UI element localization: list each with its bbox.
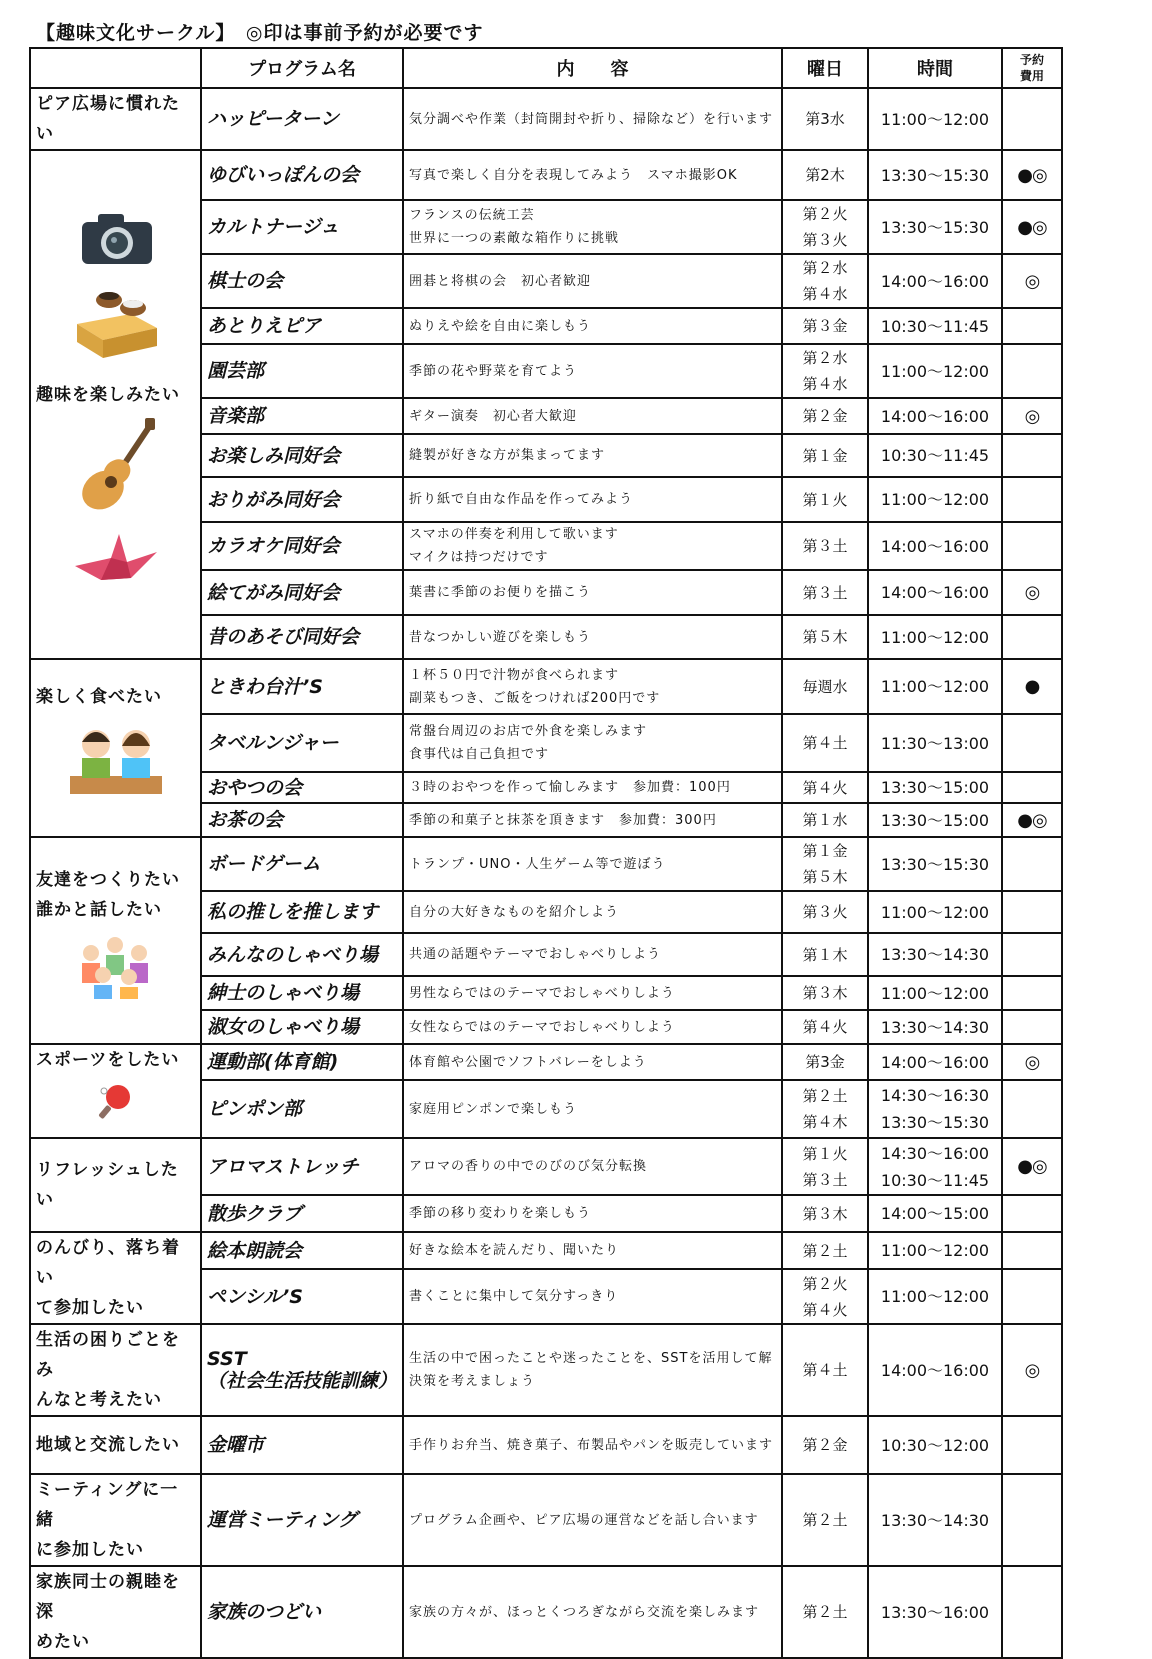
table-row: [30, 1232, 1062, 1269]
program-fee: [1002, 1474, 1062, 1566]
program-fee: [1002, 344, 1062, 398]
program-name: 淑女のしゃべり場: [201, 1010, 403, 1044]
program-time: 14:30～16:30 13:30～15:30: [868, 1080, 1002, 1138]
program-day: 第２土: [782, 1566, 868, 1658]
category-label: んなと考えたい: [36, 1390, 162, 1410]
program-time: 10:30～11:45: [868, 308, 1002, 344]
program-name: ハッピーターン: [201, 88, 403, 150]
program-day: 第3金: [782, 1044, 868, 1080]
category-label: て参加したい: [36, 1298, 144, 1318]
program-day: 第２金: [782, 1416, 868, 1474]
program-content: 縫製が好きな方が集まってます: [403, 434, 782, 477]
category-cell: [30, 1324, 201, 1416]
people-talking-icon: [36, 931, 195, 1011]
category-cell: [30, 837, 201, 1044]
program-content: スマホの伴奏を利用して歌います マイクは持つだけです: [403, 522, 782, 570]
program-fee: ◎: [1002, 1044, 1062, 1080]
program-day: 第４火: [782, 772, 868, 803]
program-fee: [1002, 1232, 1062, 1269]
table-row: [30, 1474, 1062, 1566]
program-day: 第3水: [782, 88, 868, 150]
program-time: 14:00～16:00: [868, 1324, 1002, 1416]
program-fee: [1002, 1010, 1062, 1044]
program-name: ときわ台汁’S: [201, 659, 403, 714]
table-row: [30, 88, 1062, 150]
program-day: 第４土: [782, 1324, 868, 1416]
category-label: ミーティングに一緒: [36, 1480, 179, 1530]
program-content: 体育館や公園でソフトバレーをしよう: [403, 1044, 782, 1080]
program-content: 男性ならではのテーマでおしゃべりしよう: [403, 976, 782, 1010]
program-content: 家族の方々が、ほっとくつろぎながら交流を楽しみます: [403, 1566, 782, 1658]
program-fee: [1002, 772, 1062, 803]
program-time: 11:00～12:00: [868, 477, 1002, 522]
program-content: 昔なつかしい遊びを楽しもう: [403, 615, 782, 659]
program-name: ペンシル’S: [201, 1269, 403, 1324]
header-day: 曜日: [782, 48, 868, 88]
program-day: 第2木: [782, 150, 868, 200]
program-time: 13:30～15:30: [868, 200, 1002, 254]
category-label: ピア広場に慣れたい: [36, 94, 180, 144]
program-name: ゆびいっぽんの会: [201, 150, 403, 200]
program-content: トランプ・UNO・人生ゲーム等で遊ぼう: [403, 837, 782, 891]
program-fee: ◎: [1002, 254, 1062, 308]
category-label: スポーツをしたい: [36, 1050, 180, 1070]
program-content: 季節の移り変わりを楽しもう: [403, 1195, 782, 1232]
category-cell: [30, 1566, 201, 1658]
program-fee: ●◎: [1002, 150, 1062, 200]
category-cell: [30, 1138, 201, 1232]
category-label: 友達をつくりたい: [36, 869, 180, 890]
program-time: 14:00～16:00: [868, 1044, 1002, 1080]
program-content: 写真で楽しく自分を表現してみよう スマホ撮影OK: [403, 150, 782, 200]
program-name: お楽しみ同好会: [201, 434, 403, 477]
program-time: 14:00～15:00: [868, 1195, 1002, 1232]
category-cell: [30, 88, 201, 150]
program-content: 自分の大好きなものを紹介しよう: [403, 891, 782, 933]
program-name: タベルンジャー: [201, 714, 403, 772]
program-fee: [1002, 522, 1062, 570]
header-row: [30, 48, 1062, 88]
program-name: カルトナージュ: [201, 200, 403, 254]
program-content: 生活の中で困ったことや迷ったことを、SSTを活用して解 決策を考えましょう: [403, 1324, 782, 1416]
program-fee: [1002, 976, 1062, 1010]
program-fee: [1002, 88, 1062, 150]
program-name: お茶の会: [201, 803, 403, 837]
program-name: 音楽部: [201, 398, 403, 434]
category-cell: [30, 659, 201, 837]
program-day: 第２土: [782, 1232, 868, 1269]
category-label: リフレッシュしたい: [36, 1160, 179, 1210]
program-time: 13:30～15:30: [868, 150, 1002, 200]
program-content: ぬりえや絵を自由に楽しもう: [403, 308, 782, 344]
program-name: 園芸部: [201, 344, 403, 398]
program-content: アロマの香りの中でのびのび気分転換: [403, 1138, 782, 1195]
program-day: 第２土 第４木: [782, 1080, 868, 1138]
program-content: １杯５０円で汁物が食べられます 副菜もつき、ご飯をつければ200円です: [403, 659, 782, 714]
program-fee: [1002, 837, 1062, 891]
program-fee: ●◎: [1002, 200, 1062, 254]
program-name: 絵てがみ同好会: [201, 570, 403, 615]
program-fee: [1002, 477, 1062, 522]
program-fee: ◎: [1002, 1324, 1062, 1416]
program-content: 折り紙で自由な作品を作ってみよう: [403, 477, 782, 522]
program-fee: [1002, 714, 1062, 772]
program-fee: [1002, 434, 1062, 477]
category-label: 誰かと話したい: [36, 899, 162, 920]
program-content: 季節の和菓子と抹茶を頂きます 参加費：300円: [403, 803, 782, 837]
table-row: [30, 1138, 1062, 1195]
program-name: 絵本朗読会: [201, 1232, 403, 1269]
program-day: 第４土: [782, 714, 868, 772]
program-content: 好きな絵本を読んだり、聞いたり: [403, 1232, 782, 1269]
program-fee: ●: [1002, 659, 1062, 714]
program-name: みんなのしゃべり場: [201, 933, 403, 976]
program-fee: [1002, 933, 1062, 976]
program-fee: [1002, 1416, 1062, 1474]
program-day: 第３木: [782, 976, 868, 1010]
program-name: おやつの会: [201, 772, 403, 803]
header-category: [30, 48, 201, 88]
category-label: 趣味を楽しみたい: [36, 384, 180, 405]
table-row: [30, 659, 1062, 714]
program-fee: ●◎: [1002, 803, 1062, 837]
program-fee: [1002, 1195, 1062, 1232]
program-time: 13:30～14:30: [868, 1010, 1002, 1044]
paper-crane-icon: [36, 532, 195, 602]
program-name: カラオケ同好会: [201, 522, 403, 570]
table-row: [30, 1566, 1062, 1658]
table-row: [30, 150, 1062, 200]
program-day: 第３金: [782, 308, 868, 344]
program-day: 第２火 第４火: [782, 1269, 868, 1324]
table-row: [30, 1416, 1062, 1474]
program-time: 11:30～13:00: [868, 714, 1002, 772]
program-time: 13:30～14:30: [868, 933, 1002, 976]
program-name: アロマストレッチ: [201, 1138, 403, 1195]
program-time: 13:30～14:30: [868, 1474, 1002, 1566]
category-label: のんびり、落ち着い: [36, 1238, 180, 1288]
category-cell: [30, 1474, 201, 1566]
table-row: [30, 1044, 1062, 1080]
program-name: 家族のつどい: [201, 1566, 403, 1658]
program-day: 第３木: [782, 1195, 868, 1232]
program-content: ３時のおやつを作って愉しみます 参加費：100円: [403, 772, 782, 803]
go-board-icon: [36, 284, 195, 374]
program-time: 14:00～16:00: [868, 398, 1002, 434]
program-name: 棋士の会: [201, 254, 403, 308]
program-time: 11:00～12:00: [868, 891, 1002, 933]
program-fee: ◎: [1002, 398, 1062, 434]
program-name: 運動部(体育館): [201, 1044, 403, 1080]
program-day: 第１金 第５木: [782, 837, 868, 891]
program-fee: [1002, 615, 1062, 659]
header-content: 内 容: [403, 48, 782, 88]
category-cell: [30, 1232, 201, 1324]
category-label: に参加したい: [36, 1540, 144, 1560]
program-name: あとりえピア: [201, 308, 403, 344]
program-time: 13:30～15:00: [868, 803, 1002, 837]
program-name: 私の推しを推します: [201, 891, 403, 933]
camera-icon: [36, 208, 195, 278]
program-time: 10:30～12:00: [868, 1416, 1002, 1474]
program-name: おりがみ同好会: [201, 477, 403, 522]
category-label: 地域と交流したい: [36, 1435, 180, 1455]
program-day: 第４火: [782, 1010, 868, 1044]
program-day: 第２金: [782, 398, 868, 434]
program-time: 11:00～12:00: [868, 976, 1002, 1010]
program-time: 11:00～12:00: [868, 1269, 1002, 1324]
program-time: 13:30～15:00: [868, 772, 1002, 803]
category-label: めたい: [36, 1632, 90, 1652]
program-time: 10:30～11:45: [868, 434, 1002, 477]
program-content: 季節の花や野菜を育てよう: [403, 344, 782, 398]
category-label: 楽しく食べたい: [36, 687, 162, 707]
program-content: 書くことに集中して気分すっきり: [403, 1269, 782, 1324]
program-fee: [1002, 1566, 1062, 1658]
program-day: 第２水 第４水: [782, 254, 868, 308]
guitar-icon: [36, 416, 195, 526]
program-time: 11:00～12:00: [868, 88, 1002, 150]
program-time: 14:00～16:00: [868, 254, 1002, 308]
program-content: 女性ならではのテーマでおしゃべりしよう: [403, 1010, 782, 1044]
program-content: 囲碁と将棋の会 初心者歓迎: [403, 254, 782, 308]
category-cell: [30, 1044, 201, 1138]
program-fee: [1002, 1080, 1062, 1138]
program-time: 14:00～16:00: [868, 570, 1002, 615]
children-eating-icon: [36, 718, 195, 808]
program-time: 11:00～12:00: [868, 344, 1002, 398]
program-time: 11:00～12:00: [868, 659, 1002, 714]
program-content: 気分調べや作業（封筒開封や折り、掃除など）を行います: [403, 88, 782, 150]
program-content: ギター演奏 初心者大歓迎: [403, 398, 782, 434]
program-content: 手作りお弁当、焼き菓子、布製品やパンを販売しています: [403, 1416, 782, 1474]
program-content: 葉書に季節のお便りを描こう: [403, 570, 782, 615]
program-time: 11:00～12:00: [868, 1232, 1002, 1269]
table-row: [30, 837, 1062, 891]
program-day: 第３火: [782, 891, 868, 933]
header-fee: 予約 費用: [1002, 48, 1062, 88]
program-day: 第１水: [782, 803, 868, 837]
program-day: 第３土: [782, 522, 868, 570]
category-cell: [30, 1416, 201, 1474]
header-time: 時間: [868, 48, 1002, 88]
program-day: 第１木: [782, 933, 868, 976]
page-title: 【趣味文化サークル】 ◎印は事前予約が必要です: [36, 22, 484, 44]
program-time: 11:00～12:00: [868, 615, 1002, 659]
header-program: プログラム名: [201, 48, 403, 88]
program-content: 共通の話題やテーマでおしゃべりしよう: [403, 933, 782, 976]
program-fee: [1002, 891, 1062, 933]
program-day: 第１火: [782, 477, 868, 522]
program-fee: [1002, 1269, 1062, 1324]
program-content: フランスの伝統工芸 世界に一つの素敵な箱作りに挑戦: [403, 200, 782, 254]
program-name: 散歩クラブ: [201, 1195, 403, 1232]
program-day: 毎週水: [782, 659, 868, 714]
program-time: 14:00～16:00: [868, 522, 1002, 570]
program-content: プログラム企画や、ピア広場の運営などを話し合います: [403, 1474, 782, 1566]
program-day: 第１火 第３土: [782, 1138, 868, 1195]
program-day: 第５木: [782, 615, 868, 659]
program-fee: [1002, 308, 1062, 344]
program-content: 常盤台周辺のお店で外食を楽しみます 食事代は自己負担です: [403, 714, 782, 772]
table-row: [30, 1324, 1062, 1416]
program-day: 第２火 第３火: [782, 200, 868, 254]
ping-pong-paddle-icon: [36, 1081, 195, 1131]
program-fee: ◎: [1002, 570, 1062, 615]
program-table: [29, 47, 1063, 1659]
category-label: 家族同士の親睦を深: [36, 1572, 180, 1622]
program-day: 第３土: [782, 570, 868, 615]
program-name: 昔のあそび同好会: [201, 615, 403, 659]
program-fee: ●◎: [1002, 1138, 1062, 1195]
category-label: 生活の困りごとをみ: [36, 1330, 180, 1380]
program-name: 紳士のしゃべり場: [201, 976, 403, 1010]
category-cell: [30, 150, 201, 659]
program-content: 家庭用ピンポンで楽しもう: [403, 1080, 782, 1138]
program-name: ボードゲーム: [201, 837, 403, 891]
program-day: 第２土: [782, 1474, 868, 1566]
program-name: 金曜市: [201, 1416, 403, 1474]
program-day: 第２水 第４水: [782, 344, 868, 398]
program-day: 第１金: [782, 434, 868, 477]
program-time: 13:30～15:30: [868, 837, 1002, 891]
program-name: ピンポン部: [201, 1080, 403, 1138]
program-time: 13:30～16:00: [868, 1566, 1002, 1658]
program-name: 運営ミーティング: [201, 1474, 403, 1566]
program-name: SST （社会生活技能訓練）: [201, 1324, 403, 1416]
program-time: 14:30～16:00 10:30～11:45: [868, 1138, 1002, 1195]
